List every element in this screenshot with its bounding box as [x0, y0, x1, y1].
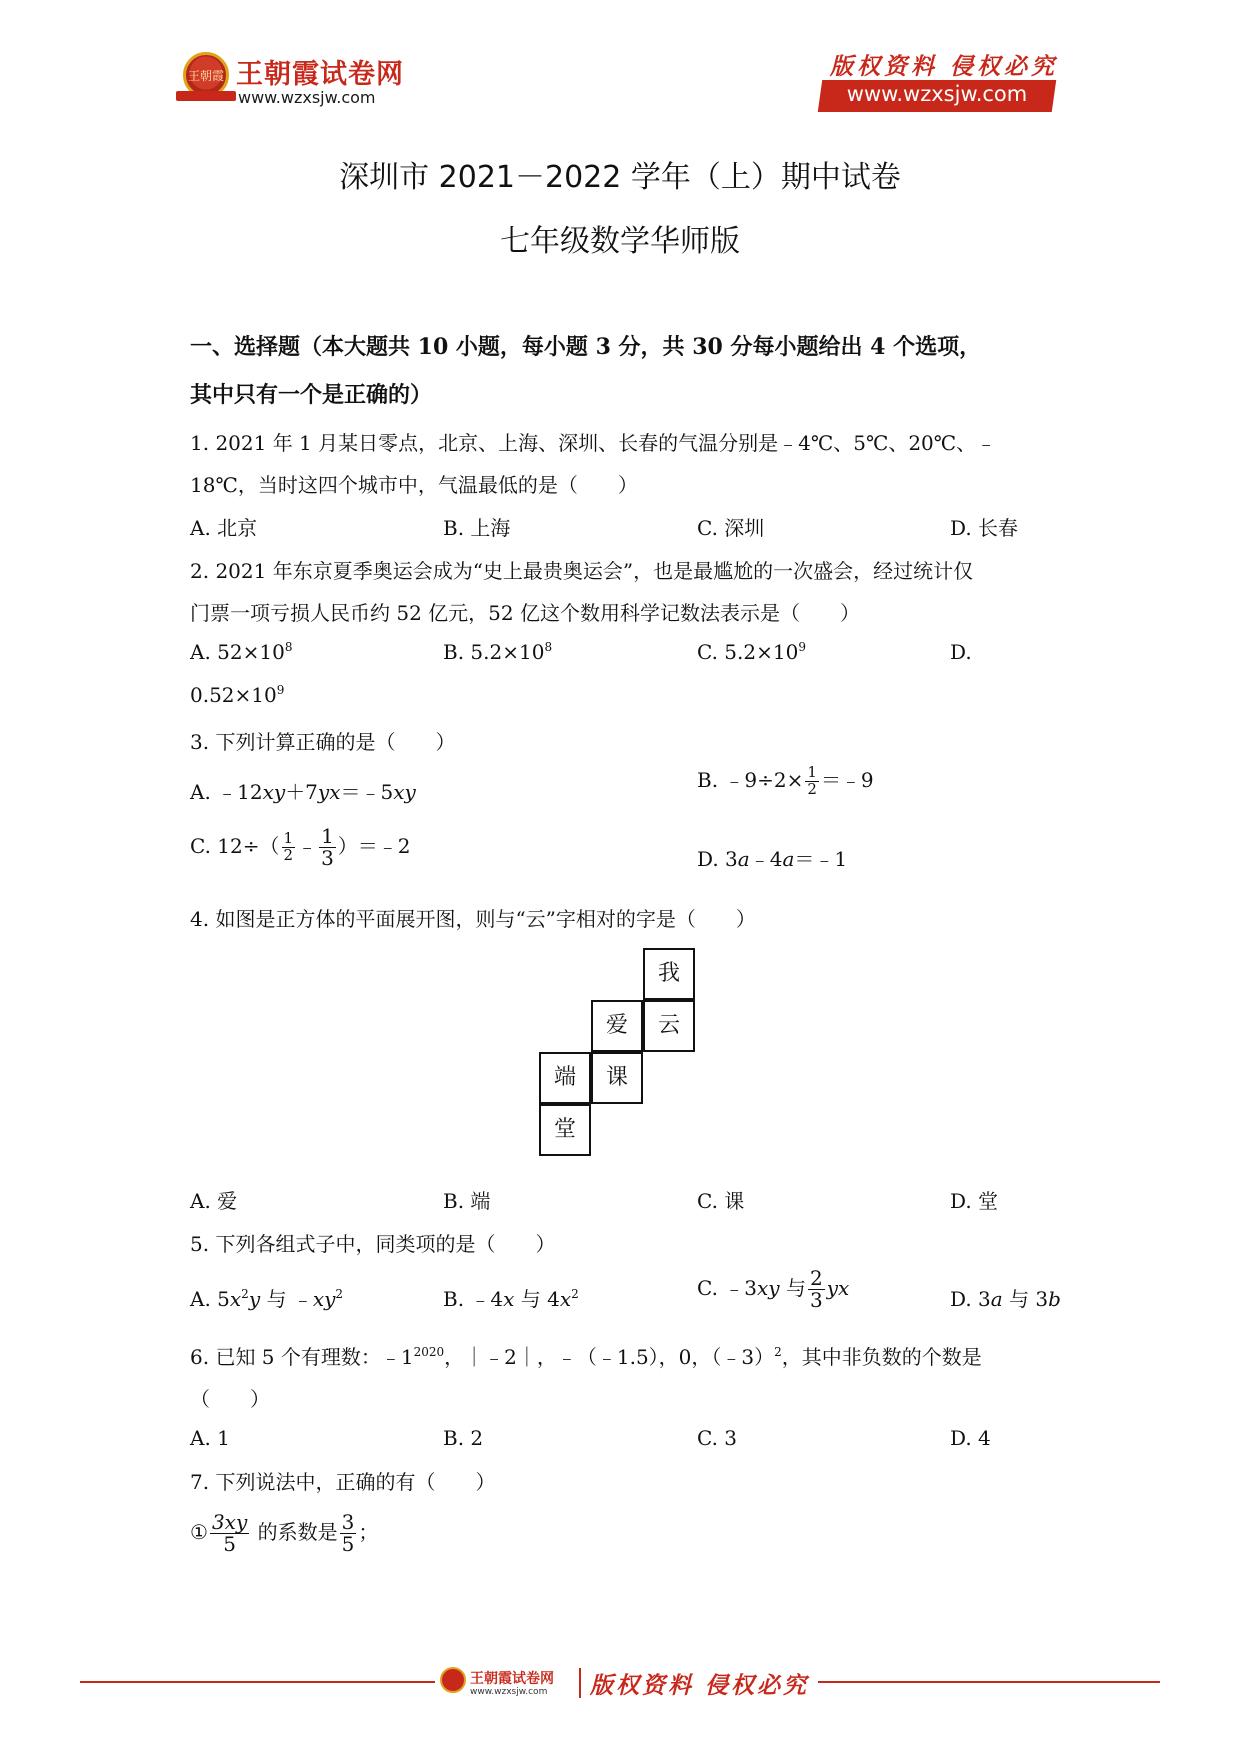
q4-option-d: D. 堂 — [950, 1189, 999, 1213]
q6-option-a: A. 1 — [190, 1426, 230, 1450]
q7-item1-den: 5 — [223, 1532, 236, 1556]
q6-2: ，｜﹣2｜，﹣（﹣1.5），0，（﹣3） — [444, 1345, 775, 1369]
q7-stem: 7. 下列说法中，正确的有（ ） — [190, 1470, 496, 1494]
q2-option-d: D. — [950, 640, 972, 664]
logo-ribbon — [176, 91, 236, 101]
q2-stem: 2. 2021 年东京夏季奥运会成为“史上最贵奥运会”，也是最尴尬的一次盛会，经过统计仅 — [190, 559, 974, 583]
q5-b-yu: 与 — [520, 1287, 541, 1311]
brand-url[interactable]: www.wzxsjw.com — [238, 88, 376, 107]
q3-b-fraction — [805, 765, 819, 798]
q6-3: ，其中非负数的个数是 — [781, 1345, 982, 1369]
q3-d-3: ﹣4 — [749, 847, 783, 871]
footer-rule-left — [80, 1681, 435, 1683]
q5-stem: 5. 下列各组式子中，同类项的是（ ） — [190, 1232, 556, 1256]
section-heading: 一、选择题（本大题共 10 小题，每小题 3 分，共 30 分每小题给出 4 个选项， — [190, 334, 982, 360]
q6-stem-cont: （ ） — [190, 1387, 270, 1411]
net-cell-yun: 云 — [643, 1000, 695, 1052]
q5-c-yu: 与 — [785, 1276, 806, 1300]
q3-d-5: ＝﹣1 — [794, 847, 848, 871]
footer-url[interactable]: www.wzxsjw.com — [470, 1687, 548, 1697]
q6-option-d: D. 4 — [950, 1426, 991, 1450]
q2-c-exp: 9 — [798, 640, 806, 654]
q3-c-fraction-2 — [319, 826, 336, 869]
q1-option-a: A. 北京 — [190, 516, 258, 540]
footer-brand: 王朝霞试卷网 — [470, 1671, 554, 1687]
q1-stem-cont: 18℃，当时这四个城市中，气温最低的是（ ） — [190, 473, 638, 497]
q2-option-c — [697, 640, 806, 664]
q3-a-3: ＋7 — [285, 780, 318, 804]
q2-a-exp: 8 — [284, 640, 293, 654]
q3-c-1: C. 12÷（ — [190, 834, 280, 858]
q3-stem: 3. 下列计算正确的是（ ） — [190, 730, 456, 754]
footer-copyright: 版权资料 侵权必究 — [590, 1672, 810, 1699]
copyright-url[interactable]: www.wzxsjw.com — [846, 82, 1028, 106]
q5-c-den: 3 — [809, 1288, 823, 1312]
q3-b-den: 2 — [807, 780, 817, 798]
copyright-notice: 版权资料 侵权必究 — [830, 53, 1059, 80]
q3-option-a — [190, 776, 416, 805]
net-cell-wo: 我 — [643, 948, 695, 1000]
q3-c-minus: ﹣ — [297, 834, 318, 858]
q4-option-b: B. 端 — [443, 1189, 491, 1213]
q5-b-1: B. ﹣4 — [443, 1287, 504, 1311]
q7-item1-end: ； — [358, 1520, 379, 1544]
q2-b-base: B. 5.2×10 — [443, 640, 545, 664]
q1-stem: 1. 2021 年 1 月某日零点，北京、上海、深圳、长春的气温分别是﹣4℃、5℃、20℃、﹣ — [190, 431, 997, 455]
q3-a-5: ＝﹣5 — [340, 780, 394, 804]
q7-item1-mark: ① — [190, 1520, 208, 1544]
footer-separator — [579, 1668, 581, 1698]
page-subtitle: 七年级数学华师版 — [500, 224, 740, 259]
badge-text: 王朝霞 — [187, 69, 224, 83]
q3-c-den2: 3 — [321, 846, 334, 870]
q7-item1-num: 3xy — [211, 1510, 248, 1534]
q3-c-2: ）＝﹣2 — [337, 834, 411, 858]
q2-d-base: 0.52×10 — [190, 683, 277, 707]
q7-item1-val-num: 3 — [341, 1510, 355, 1534]
q5-option-d: D. 3a 与 3b — [950, 1287, 1061, 1311]
footer-rule-right — [818, 1681, 1160, 1683]
q2-a-base: A. 52×10 — [190, 640, 285, 664]
q3-option-d — [697, 843, 847, 872]
net-cell-ke: 课 — [591, 1052, 643, 1104]
q2-c-base: C. 5.2×10 — [697, 640, 799, 664]
q3-b-num: 1 — [807, 763, 817, 782]
q5-option-a: A. $5x^2y$ 与 $﹣xy^2$ — [190, 1287, 344, 1311]
q3-d-4: a — [782, 847, 795, 871]
q5-d-1: D. 3 — [950, 1287, 991, 1311]
brand-name: 王朝霞试卷网 — [236, 59, 404, 90]
net-cell-ai: 爱 — [591, 1000, 643, 1052]
q3-c-num2: 1 — [321, 824, 334, 848]
q1-option-d: D. 长春 — [950, 516, 1019, 540]
q5-a-1: A. 5 — [190, 1287, 230, 1311]
q5-option-c: C. ﹣3xy 与 $\frac{2}{3}$ yx — [697, 1266, 850, 1312]
section-heading-cont: 其中只有一个是正确的） — [190, 382, 433, 408]
net-cell-duan: 端 — [539, 1052, 591, 1104]
q1-option-b: B. 上海 — [443, 516, 511, 540]
q6-option-c: C. 3 — [697, 1426, 738, 1450]
q1-option-c: C. 深圳 — [697, 516, 765, 540]
q5-c-1: C. ﹣3 — [697, 1276, 758, 1300]
q6-exp2: 2 — [774, 1345, 782, 1359]
q2-b-exp: 8 — [544, 640, 553, 654]
q2-stem-cont: 门票一项亏损人民币约 52 亿元，52 亿这个数用科学记数法表示是（ ） — [190, 601, 860, 625]
q3-b-2: ＝﹣9 — [820, 768, 874, 792]
q2-option-b — [443, 640, 552, 664]
q3-option-b — [697, 764, 874, 798]
q2-d-exp: 9 — [276, 683, 285, 697]
q3-a-2: xy — [262, 780, 286, 804]
q3-a-1: A. ﹣12 — [190, 780, 263, 804]
q7-item1-fraction — [210, 1512, 249, 1555]
q6-option-b: B. 2 — [443, 1426, 484, 1450]
q6-1: 6. 已知 5 个有理数：﹣1 — [190, 1345, 414, 1369]
q4-stem: 4. 如图是正方体的平面展开图，则与“云”字相对的字是（ ） — [190, 907, 756, 931]
q3-d-2: a — [737, 847, 750, 871]
q7-item-1 — [190, 1512, 378, 1555]
q4-option-a: A. 爱 — [190, 1189, 238, 1213]
q2-option-d-value — [190, 683, 284, 707]
net-cell-tang: 堂 — [539, 1104, 591, 1156]
q2-option-a — [190, 640, 292, 664]
q3-c-den1: 2 — [283, 846, 294, 864]
q3-d-1: D. 3 — [697, 847, 738, 871]
q3-b-1: B. ﹣9÷2× — [697, 768, 804, 792]
q7-item1-val-den: 5 — [341, 1532, 355, 1556]
q3-option-c — [190, 826, 411, 869]
q3-c-num1: 1 — [283, 829, 294, 848]
q3-c-fraction-1 — [282, 831, 296, 864]
page-title: 深圳市 2021－2022 学年（上）期中试卷 — [339, 160, 901, 195]
q5-c-fraction — [808, 1268, 825, 1311]
q6-stem — [190, 1341, 982, 1370]
q5-c-num: 2 — [809, 1266, 823, 1290]
q5-a-yu: 与 — [266, 1287, 287, 1311]
q4-option-c: C. 课 — [697, 1189, 745, 1213]
footer-logo-icon — [440, 1667, 466, 1693]
q5-option-b: B. ﹣4x 与 $4x^2$ — [443, 1287, 579, 1311]
q3-a-4: yx — [317, 780, 341, 804]
q5-d-yu: 与 — [1009, 1287, 1030, 1311]
q6-exp: 2020 — [413, 1345, 445, 1359]
q3-a-6: xy — [393, 780, 416, 804]
q7-item1-text: 的系数是 — [257, 1520, 338, 1544]
q7-item1-value — [340, 1512, 357, 1555]
